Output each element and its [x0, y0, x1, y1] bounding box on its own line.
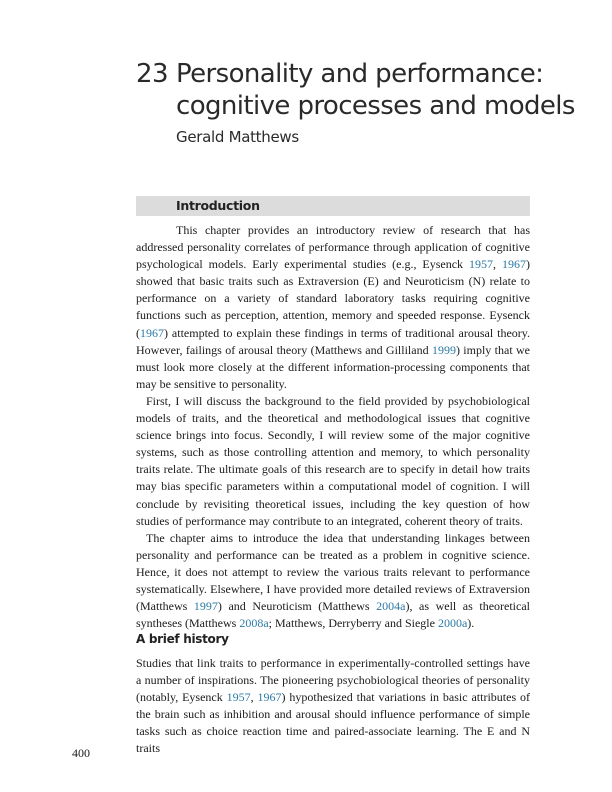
citation-link[interactable]: 1957	[469, 257, 494, 272]
paragraph: This chapter provides an introductory review of research that has addressed personality correlates of performance through application of cognitive psychological models. Early experimental studies (e.g., Eysenck 1957, 1967) showed that basic traits such as Extraversion (E) and Neuroticism (N) relate to performance on a variety of standard laboratory tasks requiring cognitive functions such as perception, attention, memory and speeded response. Eysenck (1967) attempted to explain these findings in terms of traditional arousal theory. However, failings of arousal theory (Matthews and Gilliland 1999) imply that we must look more closely at the different information-processing components that may be sensitive to personality.	[136, 223, 531, 391]
section-heading: Introduction	[176, 198, 260, 213]
paragraph: First, I will discuss the background to the field provided by psychobiological models of traits, and the theoretical and methodological issues that cognitive science brings into focus. Secondly, I will review some of the major cognitive systems, such as those controlling attention and memory, to which personality traits relate. The ultimate goals of this research are to specify in detail how traits may bias specific parameters within a computational model of cognition. I will conclude by revisiting theoretical issues, including the key question of how studies of performance may contribute to an integrated, coherent theory of traits.	[136, 393, 530, 528]
chapter-author: Gerald Matthews	[176, 128, 299, 146]
page-number: 400	[72, 746, 90, 760]
citation-link[interactable]: 2004a	[376, 599, 406, 614]
chapter-number: 23	[136, 59, 168, 89]
citation-link[interactable]: 2000a	[437, 616, 468, 631]
chapter-title-line-2: cognitive processes and models	[176, 91, 575, 121]
citation-link[interactable]: 1967	[140, 325, 164, 340]
citation-link[interactable]: 1999	[431, 342, 456, 357]
chapter-heading	[136, 58, 576, 146]
section-heading-bar	[136, 196, 530, 216]
paragraph: Studies that link traits to performance in experimentally-controlled settings have a number of inspirations. The pioneering psychobiological theories of personality (notably, Eysenck 1957, 1967) hypothesized that variations in basic attributes of the brain such as inhibition and arousal should influence performance of simple tasks such as choice reaction time and paired-associate learning. The E and N traits	[136, 656, 530, 756]
citation-link[interactable]: 1997	[193, 599, 218, 614]
introduction-body	[136, 222, 530, 632]
citation-link[interactable]: 1967	[257, 690, 282, 705]
history-body	[136, 655, 530, 758]
paragraph: The chapter aims to introduce the idea that understanding linkages between personality and performance can be treated as a problem in cognitive science. Hence, it does not attempt to review the various traits relevant to performance systematically. Elsewhere, I have provided more detailed reviews of Extraversion (Matthews 1997) and Neuroticism (Matthews 2004a), as well as theoretical syntheses (Matthews 2008a; Matthews, Derryberry and Siegle 2000a).	[136, 530, 530, 631]
citation-link[interactable]: 2008a	[239, 616, 269, 631]
chapter-title-line-1	[136, 58, 576, 90]
subsection-heading: A brief history	[136, 632, 229, 646]
chapter-title-text-1: Personality and performance:	[176, 59, 544, 89]
citation-link[interactable]: 1967	[502, 257, 526, 272]
citation-link[interactable]: 1957	[226, 690, 251, 705]
